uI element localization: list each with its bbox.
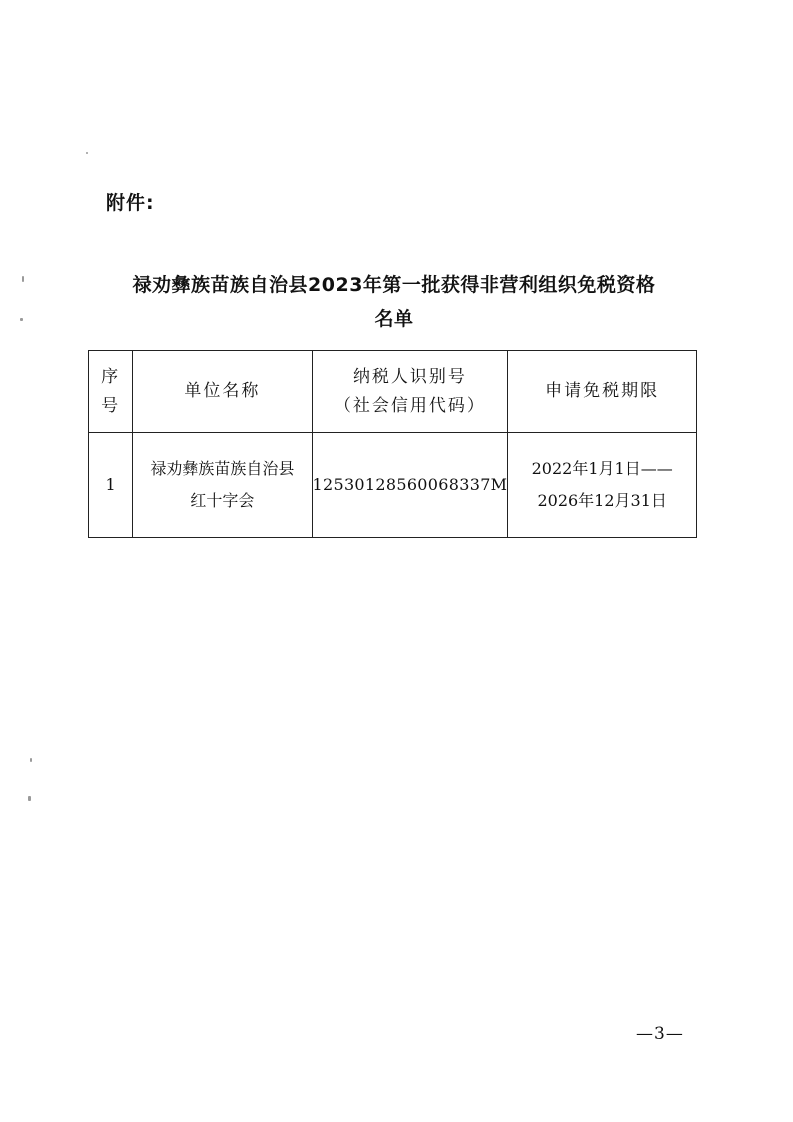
table-header-row: [89, 351, 697, 433]
row-taxpayer-id: 12530128560068337M: [312, 433, 508, 538]
row-unit-name: [133, 433, 312, 538]
header-serial-number: [89, 351, 133, 433]
header-taxpayer-id: [312, 351, 508, 433]
row-period-end: 2026年12月31日: [537, 491, 667, 510]
table-row: [89, 433, 697, 538]
header-exemption-period: 申请免税期限: [508, 351, 697, 433]
scan-speck: [22, 276, 24, 282]
scan-speck: [86, 152, 88, 154]
document-title-line-1: 禄劝彝族苗族自治县2023年第一批获得非营利组织免税资格: [132, 274, 656, 296]
attachment-label: 附件:: [106, 192, 155, 214]
scan-speck: [28, 796, 31, 801]
scan-speck: [20, 318, 23, 321]
header-serial-number-line-2: 号: [101, 395, 121, 416]
row-unit-name-line-2: 红十字会: [190, 491, 255, 510]
row-serial-number: 1: [89, 433, 133, 538]
tax-exempt-list-table: [88, 350, 697, 538]
header-serial-number-line-1: 序: [101, 367, 121, 388]
header-taxpayer-id-line-1: 纳税人识别号: [352, 367, 467, 388]
document-title-line-2: 名单: [374, 308, 414, 330]
row-unit-name-line-1: 禄劝彝族苗族自治县: [150, 459, 295, 478]
scan-speck: [30, 758, 32, 762]
row-period-start: 2022年1月1日——: [531, 459, 673, 478]
row-exemption-period: [508, 433, 697, 538]
header-unit-name: 单位名称: [133, 351, 312, 433]
header-taxpayer-id-line-2: （社会信用代码）: [333, 395, 486, 416]
page-number: —3—: [636, 1024, 684, 1044]
